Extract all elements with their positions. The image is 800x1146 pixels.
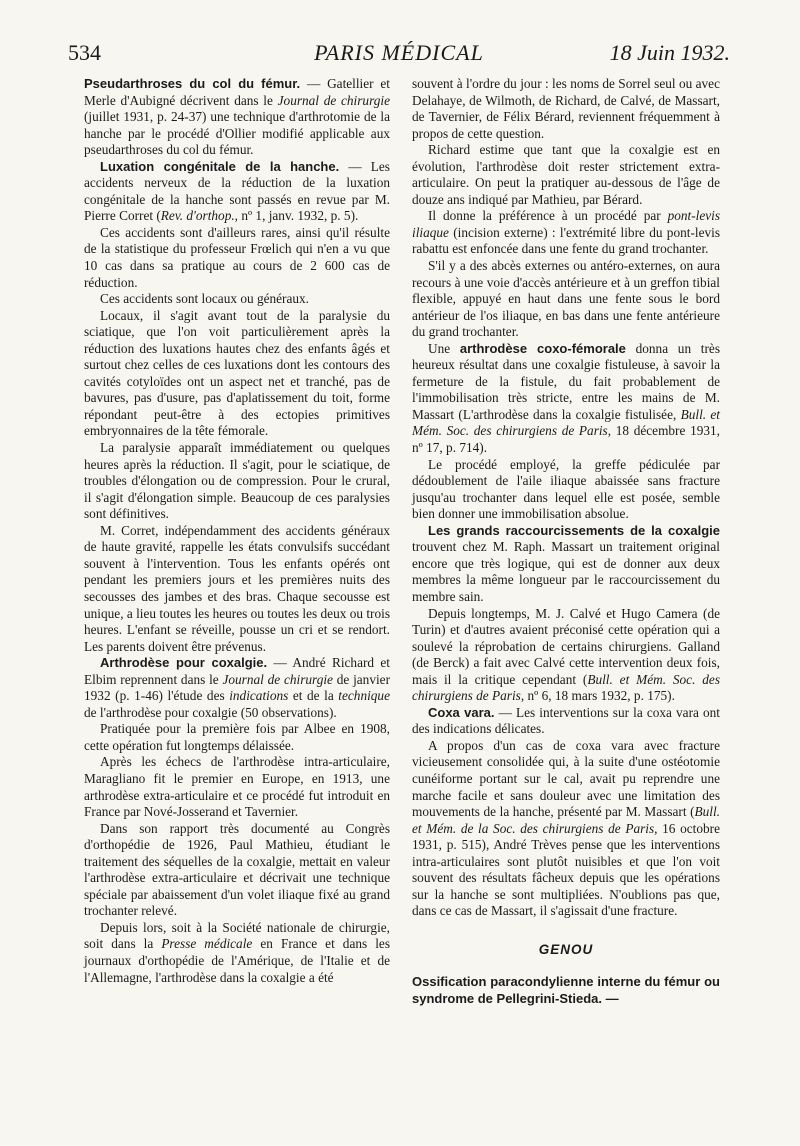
paragraph: Dans son rapport très documenté au Congrès d'orthopédie de 1926, Paul Mathieu, étudiant le traitement des séquelles de la coxalgie, mettait en valeur l'arthrodèse extra-articulaire et décrivait une technique spéciale par abaissement d'un volet iliaque fixé au grand trochanter relevé.	[84, 820, 390, 919]
paragraph: Coxa vara. — Les interventions sur la coxa vara ont des indications délicates.	[412, 704, 720, 737]
paragraph: Locaux, il s'agit avant tout de la paralysie du sciatique, que l'on voit particulièrement après la réduction des luxations hautes chez des enfants âgés et surtout chez celles de ces luxations dont les contours des cavités cotyloïdes ont un aspect net et tranché, pas de bavures, pas d'usure, pas d'aplatissement du toit, forme répondant peut-être à des ectopies primitives embryonnaires de la tête fémorale.	[84, 307, 390, 439]
journal-title: PARIS MÉDICAL	[314, 40, 484, 65]
right-column	[412, 76, 720, 1008]
paragraph: Ces accidents sont d'ailleurs rares, ainsi qu'il résulte de la statistique du professeur Frœlich qui n'en a vu que 10 cas dans sa pratique au cours de 2 600 cas de réduction.	[84, 224, 390, 290]
paragraph: Depuis lors, soit à la Société nationale de chirurgie, soit dans la Presse médicale en France et dans les journaux d'orthopédie de l'Amérique, de l'Italie et de l'Allemagne, l'arthrodèse dans la coxalgie a été	[84, 919, 390, 985]
paragraph: La paralysie apparaît immédiatement ou quelques heures après la réduction. Il s'agit, pour le sciatique, de troubles d'élongation ou de compression. Pour le crural, il s'agit d'élongation simple. Beaucoup de ces paralysies sont définitives.	[84, 440, 390, 522]
paragraph: A propos d'un cas de coxa vara avec fracture vicieusement consolidée qui, à la suite d'une ostéotomie cunéiforme portant sur le cal, avait pu reprendre une marche facile et sans douleur avec une limitation des mouvements de la hanche, présenté par M. Massart (Bull. et Mém. de la Soc. des chirurgiens de Paris, 16 octobre 1931, p. 515), André Trèves pense que les interventions intra-articulaires sont plutôt nuisibles et que l'on voit souvent des résultats fâcheux depuis que les opérations sur la hanche se sont multipliées. N'oublions pas que, dans ce cas de Massart, il s'agissait d'une fracture.	[412, 737, 720, 919]
section-title: GENOU	[538, 941, 594, 957]
paragraph: M. Corret, indépendamment des accidents généraux de haute gravité, rappelle les états convulsifs succédant souvent à l'intervention. Tous les enfants opérés ont pendant les premiers jours et les premières nuits des secousses des jambes et des bras. Chaque secousse est unique, a lieu toutes les heures ou toutes les deux ou trois heures. L'enfant se réveille, pousse un cri et se rendort. Les parents doivent être prévenus.	[84, 522, 390, 654]
paragraph: Richard estime que tant que la coxalgie est en évolution, l'arthrodèse doit rester strictement extra-articulaire. On peut la pratiquer au-dessous de l'âge de douze ans indiqué par Mathieu, par Bérard.	[412, 142, 720, 207]
page-header	[68, 40, 730, 70]
paragraph: souvent à l'ordre du jour : les noms de Sorrel seul ou avec Delahaye, de Wilmoth, de Richard, de Calvé, de Massart, de Tavernier, de Félix Bérard, reviennent fréquemment à propos de cette question.	[412, 76, 720, 141]
paragraph: Arthrodèse pour coxalgie. — André Richard et Elbim reprennent dans le Journal de chirurgie de janvier 1932 (p. 1-46) l'étude des indications et de la technique de l'arthrodèse pour coxalgie (50 observations).	[84, 655, 391, 720]
paragraph: S'il y a des abcès externes ou antéro-externes, on aura recours à une voie d'accès antérieure et à un greffon tibial flexible, appuyé en haut dans une fente sous le bord antérieur de l'os iliaque, en bas dans une fente antérieure du grand trochanter.	[412, 258, 720, 340]
paragraph: Ces accidents sont locaux ou généraux.	[100, 291, 309, 307]
paragraph: Pratiquée pour la première fois par Albee en 1908, cette opération fut longtemps délaissée.	[84, 721, 390, 753]
paragraph: Pseudarthroses du col du fémur. — Gatellier et Merle d'Aubigné décrivent dans le Journal de chirurgie (juillet 1931, p. 24-37) une technique d'arthrotomie de la hanche par le procédé d'Ollier modifié applicable aux pseudarthroses du col du fémur.	[84, 76, 390, 158]
paragraph: Depuis longtemps, M. J. Calvé et Hugo Camera (de Turin) et d'autres avaient préconisé cette opération qui a soulevé la réprobation de certains chirurgiens. Galland (de Berck) a fait avec Calvé cette intervention deux fois, mais il la critique cependant (Bull. et Mém. Soc. des chirurgiens de Paris, nº 6, 18 mars 1932, p. 175).	[412, 605, 720, 704]
paragraph: Les grands raccourcissements de la coxalgie trouvent chez M. Raph. Massart un traitement original encore que très logique, qui est de donner aux deux membres la même longueur par le raccourcissement du membre sain.	[412, 522, 720, 604]
page-number: 534	[68, 40, 101, 65]
paragraph: Il donne la préférence à un procédé par pont-levis iliaque (incision externe) : l'extrémité libre du pont-levis rabattu est enfoncée dans une fente du grand trochanter.	[412, 208, 720, 257]
paragraph: Le procédé employé, la greffe pédiculée par dédoublement de l'aile iliaque abaissée sans fracture jusqu'au trochanter dans lequel elle est posée, semble bien donner une immobilisation absolue.	[412, 456, 720, 522]
paragraph: Luxation congénitale de la hanche. — Les accidents nerveux de la réduction de la luxation congénitale de la hanche sont passés en revue par M. Pierre Corret (Rev. d'orthop., nº 1, janv. 1932, p. 5).	[84, 158, 390, 224]
section-heading: Ossification paracondylienne interne du fémur ou syndrome de Pellegrini-Stieda. —	[412, 974, 720, 1006]
issue-date: 18 Juin 1932.	[609, 40, 730, 65]
paragraph: Après les échecs de l'arthrodèse intra-articulaire, Maragliano fit le premier en Europe, en 1913, une arthrodèse extra-articulaire et ce procédé fut introduit en France par Nové-Josserand et Tavernier.	[84, 754, 390, 820]
paragraph: Une arthrodèse coxo-fémorale donna un très heureux résultat dans une coxalgie fistuleuse, à savoir la fermeture de la fistule, du fait probablement de l'immobilisation très stricte, entre les mains de M. Massart (L'arthrodèse dans la coxalgie fistulisée, Bull. et Mém. Soc. des chirurgiens de Paris, 18 décembre 1931, nº 17, p. 714).	[412, 340, 720, 456]
left-column	[84, 76, 390, 986]
